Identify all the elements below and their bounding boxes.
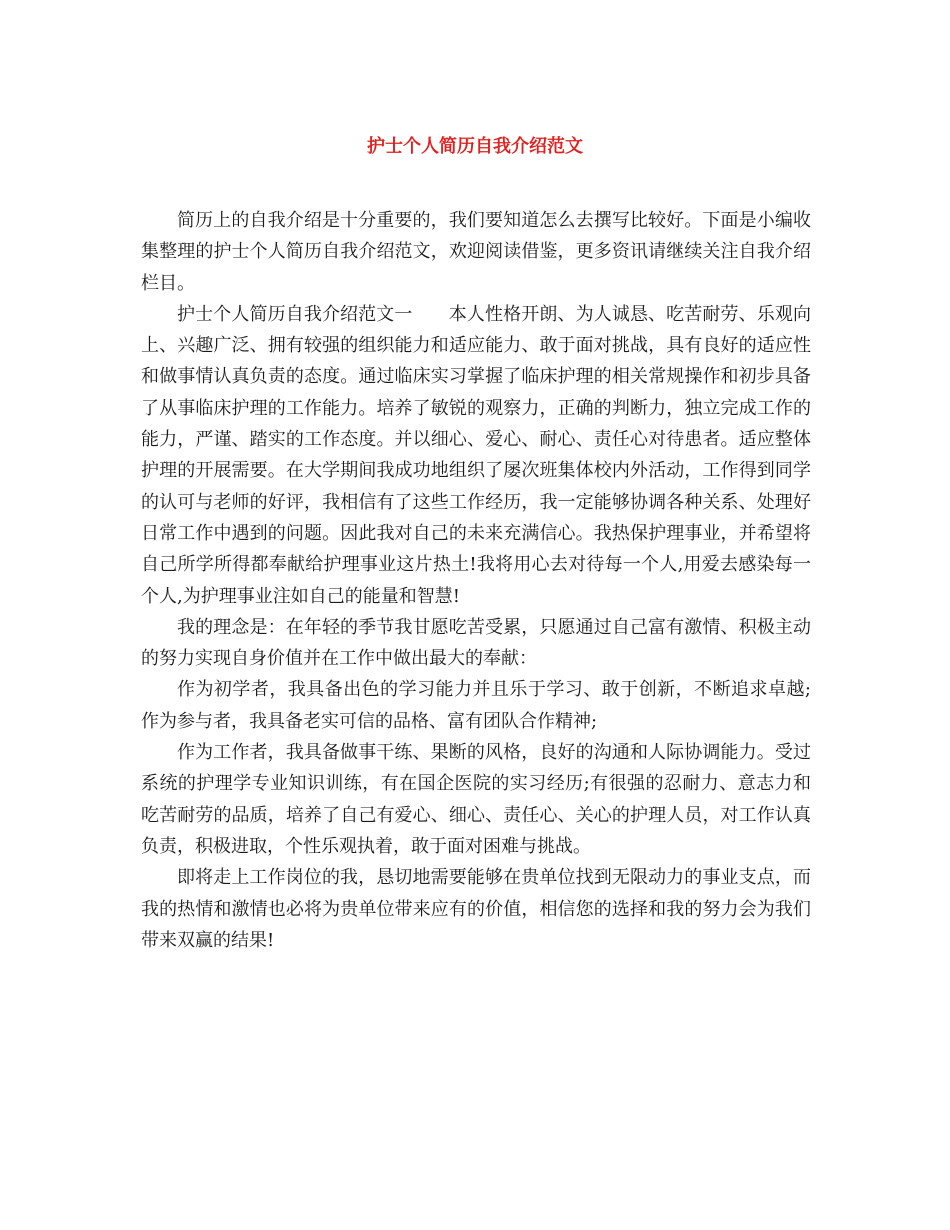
- paragraph-philosophy: 我的理念是：在年轻的季节我甘愿吃苦受累，只愿通过自己富有激情、积极主动的努力实现自身价值并在工作中做出最大的奉献：: [141, 616, 811, 670]
- paragraph-closing: 即将走上工作岗位的我，恳切地需要能够在贵单位找到无限动力的事业支点，而我的热情和激情也必将为贵单位带来应有的价值，相信您的选择和我的努力会为我们带来双赢的结果!: [141, 867, 811, 951]
- document-body: [141, 205, 811, 956]
- paragraph-worker: 作为工作者，我具备做事干练、果断的风格，良好的沟通和人际协调能力。受过系统的护理学专业知识训练，有在国企医院的实习经历;有很强的忍耐力、意志力和吃苦耐劳的品质，培养了自己有爱心、细心、责任心、关心的护理人员，对工作认真负责，积极进取，个性乐观执着，敢于面对困难与挑战。: [141, 742, 811, 857]
- paragraph-intro: 简历上的自我介绍是十分重要的，我们要知道怎么去撰写比较好。下面是小编收集整理的护士个人简历自我介绍范文，欢迎阅读借鉴，更多资讯请继续关注自我介绍栏目。: [141, 210, 811, 294]
- paragraph-learner: 作为初学者，我具备出色的学习能力并且乐于学习、敢于创新，不断追求卓越;作为参与者，我具备老实可信的品格、富有团队合作精神;: [141, 679, 811, 732]
- paragraph-sample-one: 护士个人简历自我介绍范文一 本人性格开朗、为人诚恳、吃苦耐劳、乐观向上、兴趣广泛、拥有较强的组织能力和适应能力、敢于面对挑战，具有良好的适应性和做事情认真负责的态度。通过临床实习掌握了临床护理的相关常规操作和初步具备了从事临床护理的工作能力。培养了敏锐的观察力，正确的判断力，独立完成工作的能力，严谨、踏实的工作态度。并以细心、爱心、耐心、责任心对待患者。适应整体护理的开展需要。在大学期间我成功地组织了屡次班集体校内外活动，工作得到同学的认可与老师的好评，我相信有了这些工作经历，我一定能够协调各种关系、处理好日常工作中遇到的问题。因此我对自己的未来充满信心。我热保护理事业，并希望将自己所学所得都奉献给护理事业这片热土!我将用心去对待每一个人,用爱去感染每一个人,为护理事业注如自己的能量和智慧!: [141, 303, 811, 607]
- document-title: 护士个人简历自我介绍范文: [367, 136, 583, 157]
